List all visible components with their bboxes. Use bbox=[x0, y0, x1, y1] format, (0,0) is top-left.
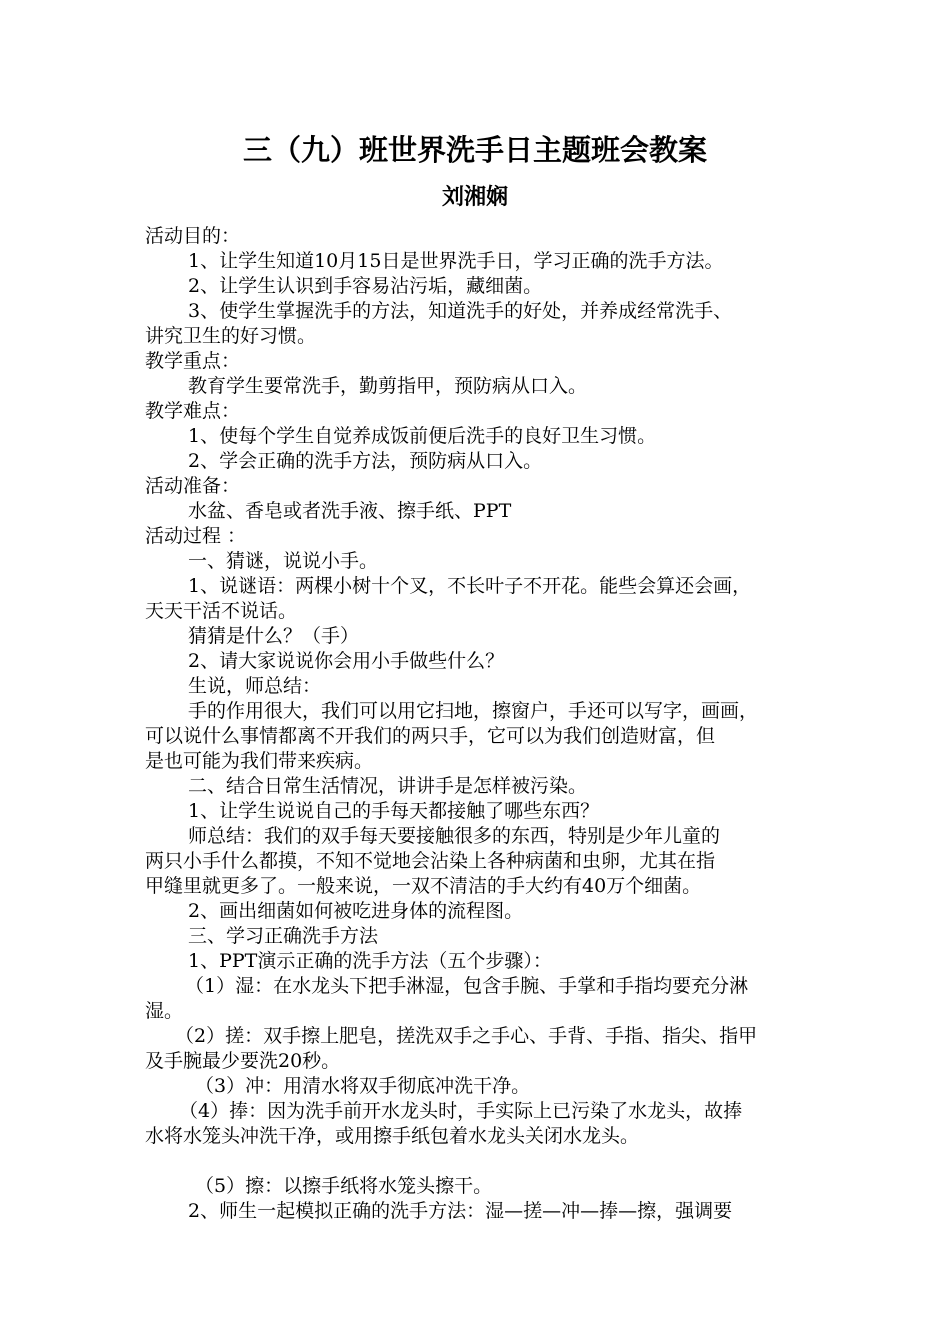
paragraph-line: 二、结合日常生活情况，讲讲手是怎样被污染。 bbox=[188, 775, 588, 797]
paragraph-line: 讲究卫生的好习惯。 bbox=[145, 325, 317, 347]
blank-line bbox=[145, 1149, 813, 1174]
paragraph-line: （5）擦：以擦手纸将水笼头擦干。 bbox=[195, 1175, 493, 1197]
paragraph-line: （2）搓：双手擦上肥皂，搓洗双手之手心、手背、手指、指尖、指甲 bbox=[175, 1025, 758, 1047]
paragraph-line: 2、请大家说说你会用小手做些什么？ bbox=[188, 650, 505, 672]
document-title: 三（九）班世界洗手日主题班会教案 bbox=[242, 133, 707, 167]
paragraph-line: 湿。 bbox=[145, 1000, 184, 1022]
paragraph-line: 1、使每个学生自觉养成饭前便后洗手的良好卫生习惯。 bbox=[188, 425, 657, 447]
section-heading-preparation: 活动准备： bbox=[145, 475, 241, 497]
paragraph-line: （1）湿：在水龙头下把手淋湿，包含手腕、手掌和手指均要充分淋 bbox=[185, 975, 749, 997]
paragraph-line: 及手腕最少要洗20秒。 bbox=[145, 1050, 341, 1072]
paragraph-line: 1、说谜语：两棵小树十个叉，不长叶子不开花。能些会算还会画， bbox=[188, 575, 752, 597]
paragraph-line: 教育学生要常洗手，勤剪指甲，预防病从口入。 bbox=[188, 375, 588, 397]
paragraph-line: （4）捧：因为洗手前开水龙头时，手实际上已污染了水龙头，故捧 bbox=[179, 1100, 743, 1122]
paragraph-line: （3）冲：用清水将双手彻底冲洗干净。 bbox=[195, 1075, 531, 1097]
paragraph-line: 甲缝里就更多了。一般来说，一双不清洁的手大约有40万个细菌。 bbox=[145, 875, 702, 897]
paragraph-line: 三、学习正确洗手方法 bbox=[188, 925, 379, 947]
paragraph-line: 天天干活不说话。 bbox=[145, 600, 298, 622]
paragraph-line: 2、画出细菌如何被吃进身体的流程图。 bbox=[188, 900, 524, 922]
paragraph-line: 1、让学生知道10月15日是世界洗手日，学习正确的洗手方法。 bbox=[188, 250, 724, 272]
paragraph-line: 两只小手什么都摸，不知不觉地会沾染上各种病菌和虫卵，尤其在指 bbox=[145, 850, 716, 872]
paragraph-line: 一、猜谜，说说小手。 bbox=[188, 550, 379, 572]
section-heading-key-points: 教学重点： bbox=[145, 350, 241, 372]
paragraph-line: 是也可能为我们带来疾病。 bbox=[145, 750, 374, 772]
paragraph-line: 手的作用很大，我们可以用它扫地，擦窗户，手还可以写字，画画， bbox=[188, 700, 759, 722]
document-author: 刘湘娴 bbox=[441, 185, 508, 210]
paragraph-line: 猜猜是什么？（手） bbox=[188, 625, 360, 647]
section-heading-difficulties: 教学难点： bbox=[145, 400, 241, 422]
paragraph-line: 水盆、香皂或者洗手液、擦手纸、PPT bbox=[188, 500, 512, 522]
paragraph-line: 2、学会正确的洗手方法，预防病从口入。 bbox=[188, 450, 543, 472]
paragraph-line: 可以说什么事情都离不开我们的两只手，它可以为我们创造财富，但 bbox=[145, 725, 716, 747]
paragraph-line: 水将水笼头冲洗干净，或用擦手纸包着水龙头关闭水龙头。 bbox=[145, 1125, 640, 1147]
paragraph-line: 1、PPT演示正确的洗手方法（五个步骤）： bbox=[188, 950, 552, 972]
section-heading-goals: 活动目的： bbox=[145, 225, 241, 247]
paragraph-line: 生说，师总结： bbox=[188, 675, 322, 697]
section-heading-process: 活动过程 ： bbox=[145, 525, 247, 547]
paragraph-line: 师总结：我们的双手每天要接触很多的东西，特别是少年儿童的 bbox=[188, 825, 721, 847]
paragraph-line: 3、使学生掌握洗手的方法，知道洗手的好处，并养成经常洗手、 bbox=[188, 300, 733, 322]
paragraph-line: 1、让学生说说自己的手每天都接触了哪些东西？ bbox=[188, 800, 600, 822]
paragraph-line: 2、让学生认识到手容易沾污垢，藏细菌。 bbox=[188, 275, 543, 297]
document-body bbox=[145, 224, 813, 1224]
paragraph-line: 2、师生一起模拟正确的洗手方法：湿—搓—冲—捧—擦，强调要 bbox=[188, 1200, 733, 1222]
